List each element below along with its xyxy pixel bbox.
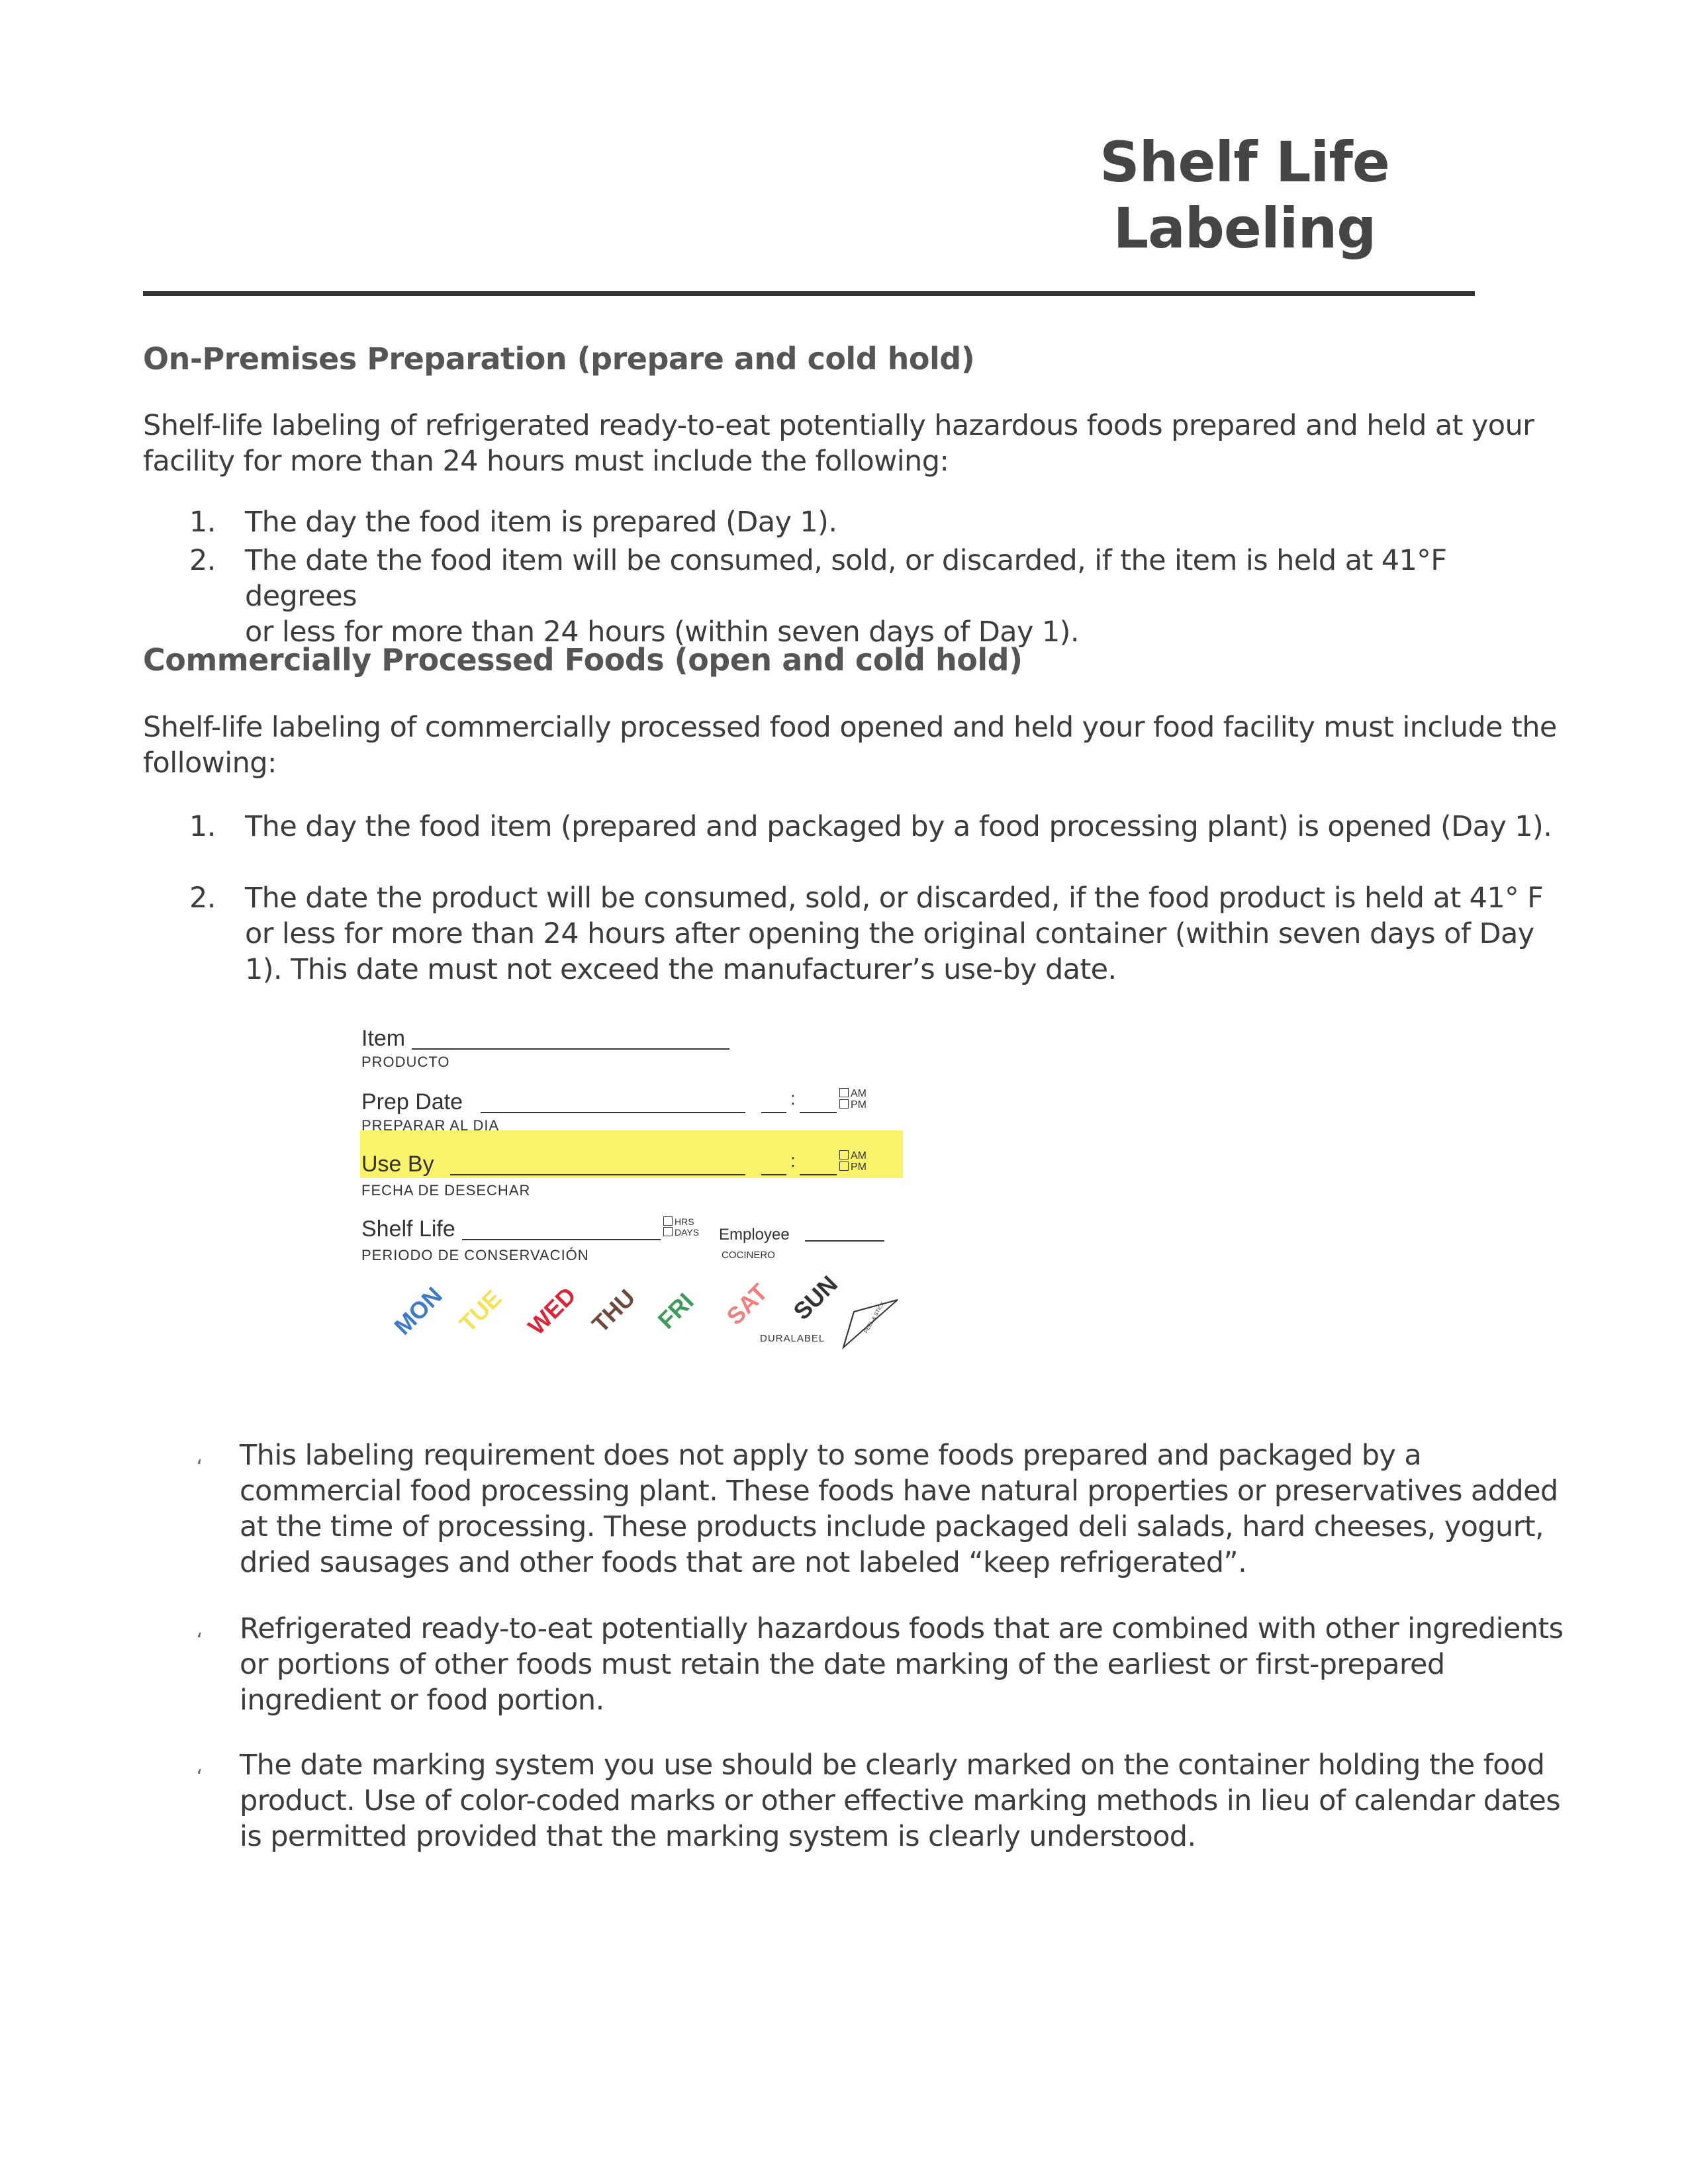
use-by-highlight	[360, 1130, 903, 1178]
section2-intro-line-1: Shelf-life labeling of commercially processed food opened and held your food facility must include the	[143, 711, 1557, 744]
label-prep-hour-line	[761, 1112, 786, 1113]
section1-list-item-1	[189, 504, 1566, 540]
label-employee-es: COCINERO	[722, 1250, 775, 1261]
section1-intro-line-2: facility for more than 24 hours must include the following:	[143, 445, 949, 478]
sample-shelf-life-label	[351, 1019, 920, 1377]
day-sun: SUN	[788, 1270, 843, 1326]
peel-stick-text: PEEL & STICK	[863, 1300, 886, 1334]
list-text-line-1: The date the product will be consumed, sold, or discarded, if the food product is held at 41° F	[245, 882, 1544, 915]
label-prep-date: Prep Date	[361, 1089, 463, 1115]
checkbox-icon	[839, 1099, 849, 1109]
list-text-line-2: or less for more than 24 hours (within seven days of Day 1).	[245, 615, 1079, 649]
day-sat: SAT	[721, 1278, 773, 1330]
label-prep-date-line	[481, 1112, 745, 1113]
label-use-ampm	[839, 1150, 867, 1173]
label-item-line	[412, 1048, 729, 1050]
list-number: 1.	[189, 506, 216, 539]
label-shelf-life-line	[462, 1239, 661, 1240]
label-shelf-life-es: PERIODO DE CONSERVACIÓN	[361, 1247, 589, 1263]
day-mon: MON	[389, 1281, 447, 1340]
day-thu: THU	[586, 1283, 641, 1338]
label-hrs-days	[663, 1216, 699, 1238]
note-line-4: dried sausages and other foods that are not labeled “keep refrigerated”.	[240, 1546, 1247, 1579]
section2-list-item-1	[189, 809, 1566, 844]
checkbox-icon	[663, 1227, 673, 1236]
section2-intro	[143, 709, 1586, 781]
note-item-2	[196, 1611, 1566, 1718]
label-use-minute-line	[800, 1174, 837, 1175]
duralabel-brand: DURALABEL	[760, 1333, 825, 1344]
label-hrs: HRS	[675, 1216, 694, 1227]
title-line-2: Labeling	[1113, 196, 1376, 261]
day-tue: TUE	[453, 1284, 507, 1338]
note-line-3: at the time of processing. These products include packaged deli salads, hard cheeses, yogurt,	[240, 1510, 1544, 1543]
note-line-1: Refrigerated ready-to-eat potentially hazardous foods that are combined with other ingredients	[240, 1612, 1564, 1645]
label-am: AM	[851, 1150, 867, 1161]
checkbox-icon	[663, 1216, 673, 1226]
bullet-icon: ،	[196, 1446, 203, 1469]
note-line-1: This labeling requirement does not apply to some foods prepared and packaged by a	[240, 1439, 1422, 1472]
label-use-hour-line	[761, 1174, 786, 1175]
checkbox-icon	[839, 1088, 849, 1097]
label-employee-line	[805, 1240, 884, 1242]
list-number: 2.	[189, 544, 216, 577]
note-line-1: The date marking system you use should be clearly marked on the container holding the food	[240, 1749, 1545, 1782]
bullet-icon: ،	[196, 1619, 203, 1643]
label-item: Item	[361, 1026, 406, 1051]
label-use-by-es: FECHA DE DESECHAR	[361, 1182, 531, 1199]
label-pm: PM	[851, 1099, 867, 1111]
checkbox-icon	[839, 1161, 849, 1171]
label-days-unit: DAYS	[675, 1227, 700, 1238]
section1-intro	[143, 408, 1586, 479]
list-text: The day the food item (prepared and packaged by a food processing plant) is opened (Day 1).	[245, 810, 1552, 843]
title-line-1: Shelf Life	[1100, 130, 1389, 195]
section2-list-item-2	[189, 880, 1566, 987]
label-employee: Employee	[719, 1226, 790, 1244]
section-heading-commercially-processed: Commercially Processed Foods (open and cold hold)	[143, 642, 1023, 678]
label-item-es: PRODUCTO	[361, 1054, 450, 1070]
list-number: 2.	[189, 882, 216, 915]
note-item-3	[196, 1747, 1566, 1854]
bullet-icon: ،	[196, 1756, 203, 1779]
note-line-2: or portions of other foods must retain the date marking of the earliest or first-prepared	[240, 1648, 1445, 1681]
section-heading-on-premises: On-Premises Preparation (prepare and cold hold)	[143, 341, 975, 377]
label-prep-ampm	[839, 1088, 867, 1111]
note-item-1	[196, 1437, 1566, 1580]
list-text-line-3: 1). This date must not exceed the manufacturer’s use-by date.	[245, 953, 1117, 986]
checkbox-icon	[839, 1150, 849, 1160]
label-prep-date-es: PREPARAR AL DIA	[361, 1117, 500, 1134]
day-fri: FRI	[652, 1287, 699, 1334]
note-line-2: commercial food processing plant. These foods have natural properties or preservatives added	[240, 1475, 1558, 1508]
label-shelf-life: Shelf Life	[361, 1216, 455, 1242]
section2-intro-line-2: following:	[143, 747, 277, 780]
label-prep-minute-line	[800, 1112, 837, 1113]
label-am: AM	[851, 1088, 867, 1099]
list-text-line-1: The date the food item will be consumed, sold, or discarded, if the item is held at 41°F degrees	[245, 544, 1447, 613]
label-use-by-line	[450, 1174, 745, 1175]
note-line-3: ingredient or food portion.	[240, 1684, 604, 1717]
day-wed: WED	[522, 1281, 581, 1340]
note-line-2: product. Use of color-coded marks or other effective marking methods in lieu of calendar dates	[240, 1784, 1561, 1817]
label-use-colon: :	[790, 1150, 796, 1171]
label-use-by: Use By	[361, 1152, 434, 1177]
label-pm: PM	[851, 1161, 867, 1173]
list-text-line-2: or less for more than 24 hours after opening the original container (within seven days of Day	[245, 917, 1534, 950]
section1-list-item-2	[189, 543, 1566, 650]
label-prep-colon: :	[790, 1088, 796, 1109]
section1-intro-line-1: Shelf-life labeling of refrigerated ready-to-eat potentially hazardous foods prepared and held at your	[143, 409, 1534, 442]
page-title	[1086, 129, 1403, 261]
list-number: 1.	[189, 810, 216, 843]
note-line-3: is permitted provided that the marking system is clearly understood.	[240, 1820, 1196, 1853]
list-text: The day the food item is prepared (Day 1).	[245, 506, 837, 539]
title-divider	[143, 291, 1475, 296]
